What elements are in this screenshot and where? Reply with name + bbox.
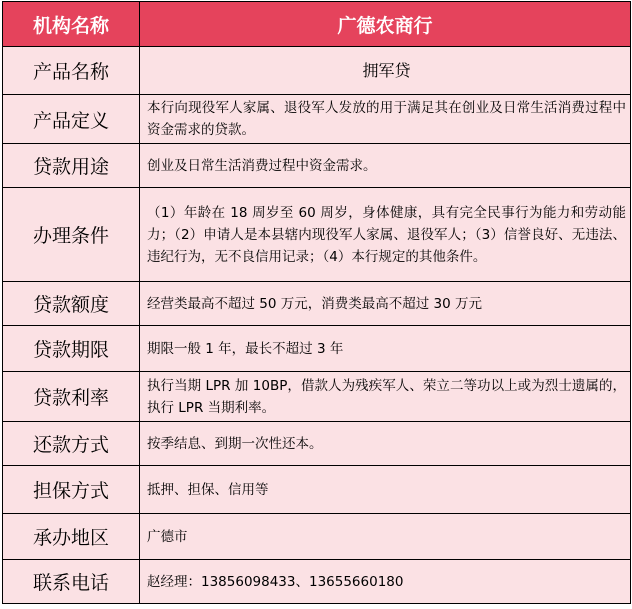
row-value: 期限一般 1 年，最长不超过 3 年 [140,326,631,372]
row-label: 承办地区 [3,514,140,560]
row-label: 产品名称 [3,47,140,95]
table-row-usage [3,144,631,188]
table-row-rate [3,372,631,422]
table-row-guarantee [3,466,631,514]
row-value: 赵经理：13856098433、13655660180 [140,560,631,604]
table-row-repayment [3,422,631,466]
row-value: 经营类最高不超过 50 万元，消费类最高不超过 30 万元 [140,282,631,326]
product-info-table [2,1,631,604]
table-row-term [3,326,631,372]
header-institution-label: 机构名称 [3,2,140,47]
row-label: 贷款期限 [3,326,140,372]
row-value: 执行当期 LPR 加 10BP，借款人为残疾军人、荣立二等功以上或为烈士遗属的，执行 LPR 当期利率。 [140,372,631,422]
header-institution-name: 广德农商行 [140,2,631,47]
table-header-row [3,2,631,47]
row-value: 按季结息、到期一次性还本。 [140,422,631,466]
row-value: 抵押、担保、信用等 [140,466,631,514]
row-value: 拥军贷 [140,47,631,95]
table-row-conditions [3,188,631,282]
table-row-region [3,514,631,560]
row-label: 贷款用途 [3,144,140,188]
row-label: 贷款利率 [3,372,140,422]
table-row-definition [3,95,631,144]
table-row-contact [3,560,631,604]
row-label: 联系电话 [3,560,140,604]
row-value: 广德市 [140,514,631,560]
row-label: 还款方式 [3,422,140,466]
row-value: 创业及日常生活消费过程中资金需求。 [140,144,631,188]
row-value: 本行向现役军人家属、退役军人发放的用于满足其在创业及日常生活消费过程中资金需求的贷款。 [140,95,631,144]
table-row-product-name [3,47,631,95]
row-label: 产品定义 [3,95,140,144]
row-label: 办理条件 [3,188,140,282]
row-value: （1）年龄在 18 周岁至 60 周岁，身体健康，具有完全民事行为能力和劳动能力；（2）申请人是本县辖内现役军人家属、退役军人；（3）信誉良好、无违法、违纪行为，无不良信用记录；（4）本行规定的其他条件。 [140,188,631,282]
table-row-amount [3,282,631,326]
row-label: 担保方式 [3,466,140,514]
row-label: 贷款额度 [3,282,140,326]
